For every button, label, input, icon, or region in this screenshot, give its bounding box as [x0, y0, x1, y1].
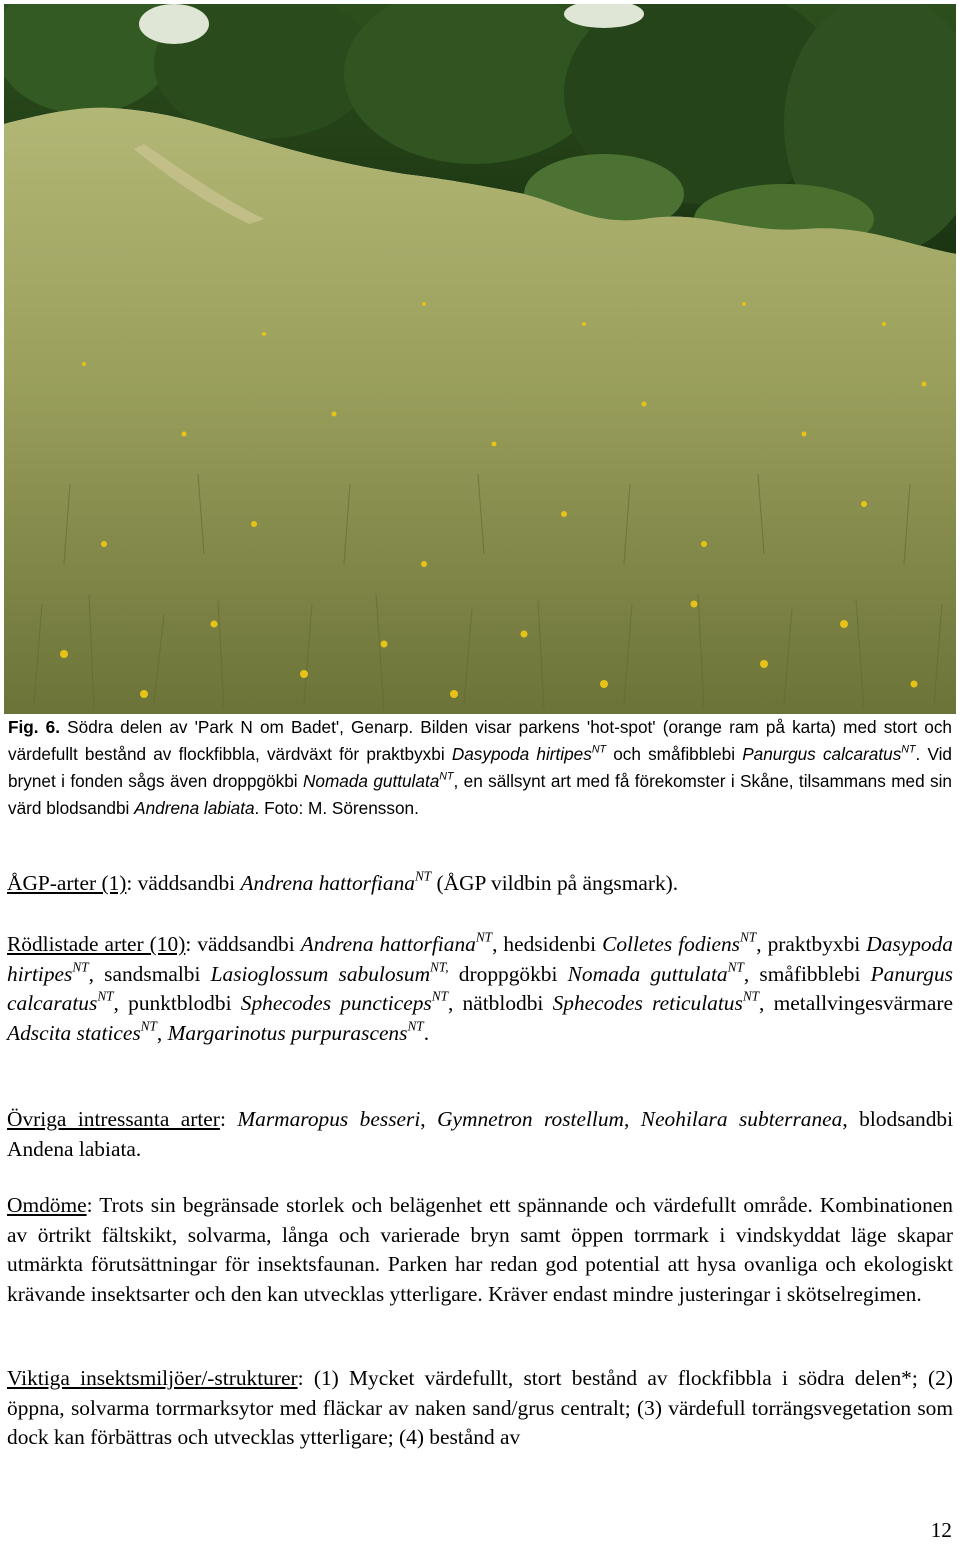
redlist-heading: Rödlistade arter (10): [7, 932, 186, 956]
figure-caption: Fig. 6. Södra delen av 'Park N om Badet', Genarp. Bilden visar parkens 'hot-spot' (orange ram på karta) med stort och värdefullt bestånd av flockfibbla, värdväxt för praktbyxbi Dasypoda hirtipes$^{NT}$ och småfibblebi Panurgus calcaratus$^{NT}$. Vid brynet i fonden sågs även droppgökbi Nomada guttulata$^{NT}$, en sällsynt art med få förekomster i Skåne, tilsammans med sin värd blodsandbi Andrena labiata. Foto: M. Sörensson.: [8, 717, 952, 818]
other-species-heading: Övriga intressanta arter: [7, 1107, 220, 1131]
agp-species-paragraph: ÅGP-arter (1): väddsandbi Andrena hattorfiana$^{NT}$ (ÅGP vildbin på ängsmark).: [7, 868, 679, 895]
figure-number: Fig. 6.: [8, 717, 61, 737]
important-structures-paragraph: Viktiga insektsmiljöer/-strukturer: (1) Mycket värdefullt, stort bestånd av flockfibbla i södra delen*; (2) öppna, solvarma torrmarksytor med fläckar av naken sand/grus centralt; (3) värdefull torrängsvegetation som dock kan förbättras och utvecklas ytterligare; (4) bestånd av: [7, 1366, 953, 1449]
redlist-paragraph: Rödlistade arter (10): väddsandbi Andrena hattorfiana$^{NT}$, hedsidenbi Colletes fodiens$^{NT}$, praktbyxbi Dasypoda hirtipes$^{NT}$, sandsmalbi Lasioglossum sabulosum$^{NT,}$ droppgökbi Nomada guttulata$^{NT}$, småfibblebi Panurgus calcaratus$^{NT}$, punktblodbi Sphecodes puncticeps$^{NT}$, nätblodbi Sphecodes reticulatus$^{NT}$, metallvingesvärmare Adscita statices$^{NT}$, Margarinotus purpurascens$^{NT}$.: [7, 929, 954, 1045]
meadow-photo: [4, 4, 956, 714]
agp-heading: ÅGP-arter (1): [7, 871, 127, 895]
other-species-paragraph: Övriga intressanta arter: Marmaropus besseri, Gymnetron rostellum, Neohilara subterranea, blodsandbi Andena labiata.: [7, 1107, 954, 1161]
page-number: 12: [930, 1518, 952, 1542]
assessment-paragraph: Omdöme: Trots sin begränsade storlek och belägenhet ett spännande och värdefullt område. Kombinationen av örtrikt fältskikt, solvarma, långa och varierade bryn samt öppen torrmark i vindskyddat läge skapar utmärkta förutsättningar för insektsfaunan. Parken har redan god potential att hysa ovanliga och ekologiskt krävande insektsarter och den kan utvecklas ytterligare. Kräver endast mindre justeringar i skötselregimen.: [7, 1193, 953, 1306]
assessment-heading: Omdöme: [7, 1193, 87, 1217]
important-structures-heading: Viktiga insektsmiljöer/-strukturer: [7, 1366, 298, 1390]
